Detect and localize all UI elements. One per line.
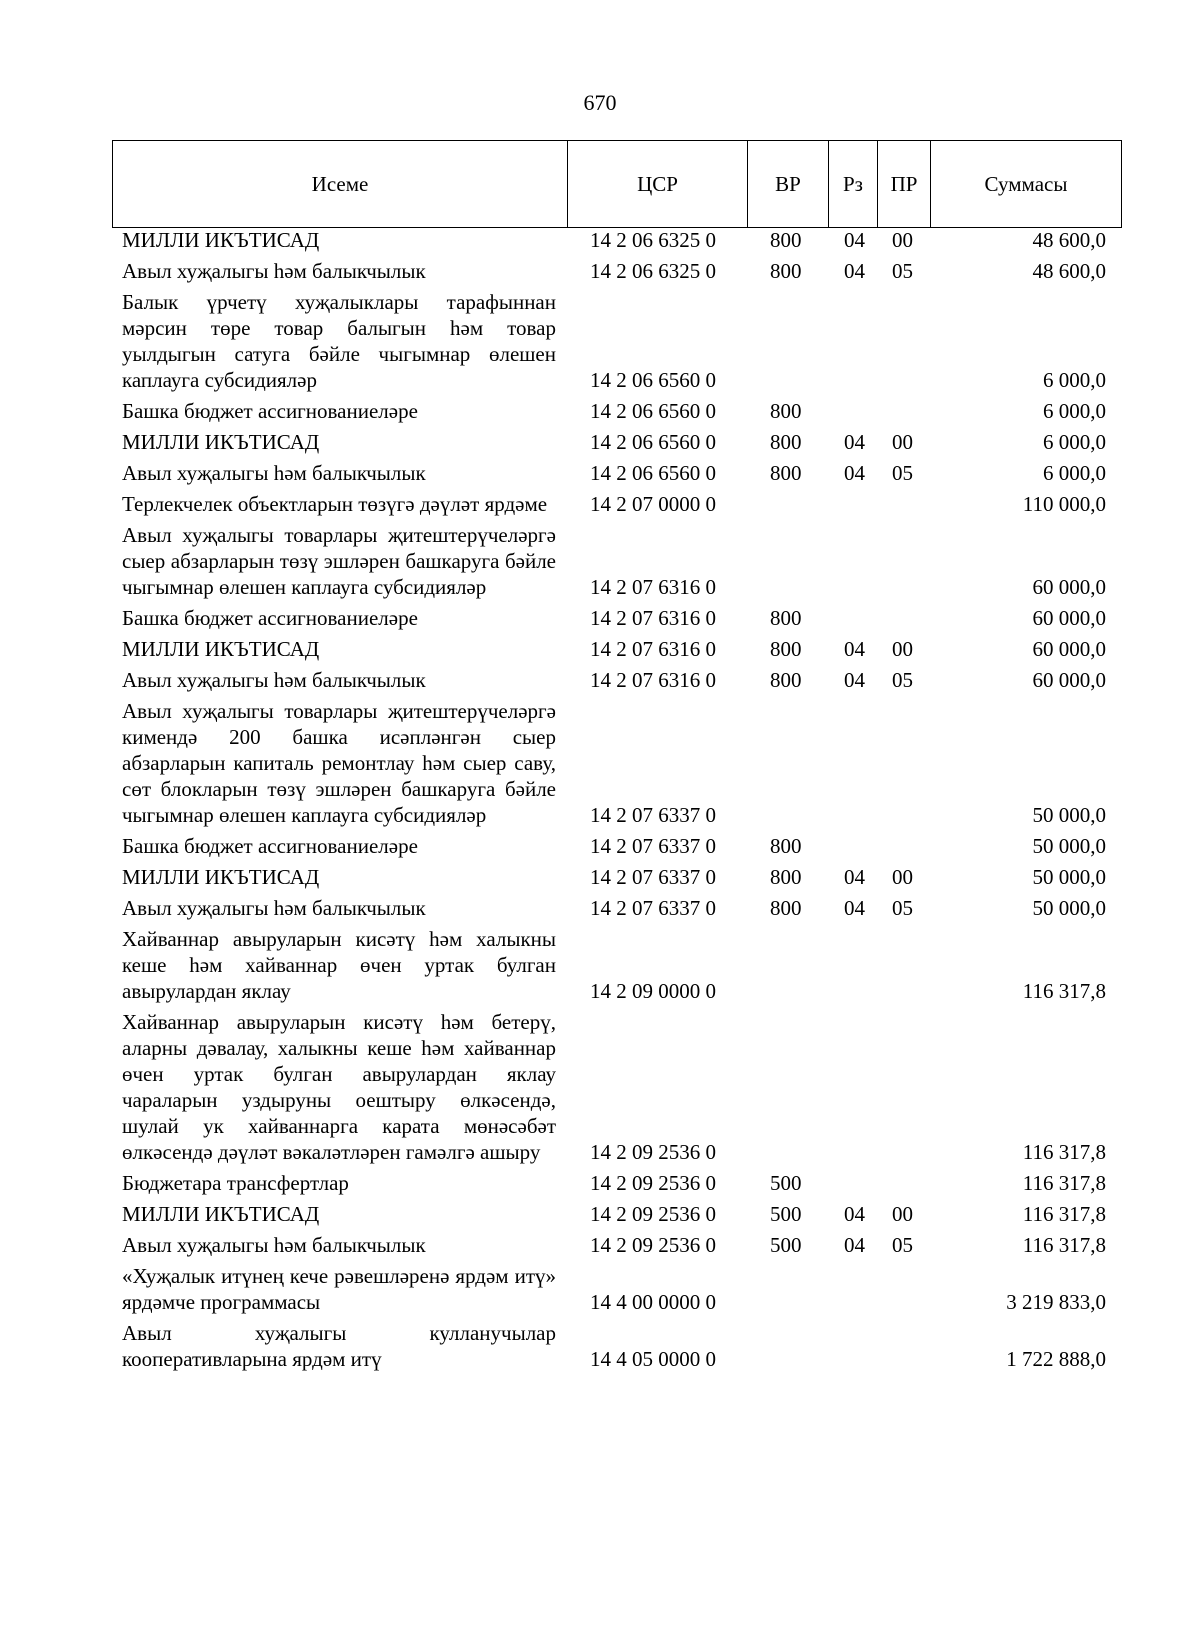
- row-sum: 60 000,0: [1032, 668, 1106, 692]
- row-name: Башка бюджет ассигнованиеләре: [122, 834, 418, 858]
- row-csr: 14 4 05 0000 0: [590, 1347, 716, 1371]
- row-name: Авыл хуҗалыгы һәм балыкчылык: [122, 1233, 426, 1257]
- row-vr: 500: [770, 1202, 802, 1226]
- row-sum: 6 000,0: [1043, 368, 1106, 392]
- row-sum: 48 600,0: [1032, 228, 1106, 252]
- table-row: [0, 398, 1200, 429]
- row-vr: 800: [770, 461, 802, 485]
- row-vr: 800: [770, 865, 802, 889]
- row-pr: 05: [892, 668, 913, 692]
- table-row: [0, 258, 1200, 289]
- row-vr: 800: [770, 668, 802, 692]
- row-sum: 116 317,8: [1022, 1202, 1106, 1226]
- row-csr: 14 2 07 6337 0: [590, 896, 716, 920]
- header-rz: Рз: [829, 141, 878, 228]
- row-csr: 14 2 07 6316 0: [590, 575, 716, 599]
- row-vr: 800: [770, 399, 802, 423]
- row-pr: 00: [892, 228, 913, 252]
- row-name: МИЛЛИ ИКЪТИСАД: [122, 228, 320, 252]
- row-sum: 50 000,0: [1032, 896, 1106, 920]
- row-sum: 6 000,0: [1043, 430, 1106, 454]
- row-name: Башка бюджет ассигнованиеләре: [122, 399, 418, 423]
- row-csr: 14 2 06 6325 0: [590, 259, 716, 283]
- row-name: Авыл хуҗалыгы һәм балыкчылык: [122, 668, 426, 692]
- row-sum: 116 317,8: [1022, 979, 1106, 1003]
- row-csr: 14 2 06 6560 0: [590, 430, 716, 454]
- row-csr: 14 2 06 6325 0: [590, 228, 716, 252]
- row-name: Авыл хуҗалыгы һәм балыкчылык: [122, 896, 426, 920]
- row-sum: 1 722 888,0: [1006, 1347, 1106, 1371]
- table-row: [0, 289, 1200, 398]
- row-name: Авыл хуҗалыгы товарлары җитештерүчеләргә кимендә 200 башка исәпләнгән сыер абзарларын капиталь ремонтлау һәм сыер саву, сөт блокларын төзү эшләрен башкаруга бәйле чыгымнар өлешен каплауга субсидияләр: [122, 699, 556, 827]
- row-name: Башка бюджет ассигнованиеләре: [122, 606, 418, 630]
- row-csr: 14 2 07 0000 0: [590, 492, 716, 516]
- row-vr: 800: [770, 896, 802, 920]
- row-csr: 14 2 09 0000 0: [590, 979, 716, 1003]
- header-row: [113, 141, 1122, 228]
- row-csr: 14 2 07 6337 0: [590, 834, 716, 858]
- table-row: [0, 522, 1200, 605]
- row-csr: 14 2 07 6316 0: [590, 668, 716, 692]
- row-name: МИЛЛИ ИКЪТИСАД: [122, 865, 320, 889]
- table-row: [0, 227, 1200, 258]
- row-name: Авыл хуҗалыгы товарлары җитештерүчеләргә сыер абзарларын төзү эшләрен башкаруга бәйле чыгымнар өлешен каплауга субсидияләр: [122, 523, 556, 599]
- row-name: МИЛЛИ ИКЪТИСАД: [122, 430, 320, 454]
- row-name: Терлекчелек объектларын төзүгә дәүләт ярдәме: [122, 492, 548, 516]
- row-name: Авыл хуҗалыгы кулланучылар кооперативларына ярдәм итү: [122, 1321, 556, 1371]
- row-rz: 04: [844, 896, 865, 920]
- row-rz: 04: [844, 259, 865, 283]
- row-rz: 04: [844, 668, 865, 692]
- row-sum: 50 000,0: [1032, 865, 1106, 889]
- row-sum: 6 000,0: [1043, 461, 1106, 485]
- table-row: [0, 926, 1200, 1009]
- table-row: [0, 1320, 1200, 1377]
- table-row: [0, 864, 1200, 895]
- row-csr: 14 2 09 2536 0: [590, 1233, 716, 1257]
- row-csr: 14 2 06 6560 0: [590, 399, 716, 423]
- table-row: [0, 1201, 1200, 1232]
- row-sum: 116 317,8: [1022, 1233, 1106, 1257]
- row-sum: 110 000,0: [1022, 492, 1106, 516]
- row-vr: 800: [770, 606, 802, 630]
- row-sum: 50 000,0: [1032, 834, 1106, 858]
- table-row: [0, 1170, 1200, 1201]
- row-pr: 05: [892, 259, 913, 283]
- row-csr: 14 2 06 6560 0: [590, 461, 716, 485]
- row-sum: 60 000,0: [1032, 575, 1106, 599]
- row-vr: 500: [770, 1171, 802, 1195]
- row-csr: 14 2 09 2536 0: [590, 1140, 716, 1164]
- table-body: [0, 227, 1200, 1377]
- row-pr: 00: [892, 865, 913, 889]
- row-sum: 116 317,8: [1022, 1171, 1106, 1195]
- row-rz: 04: [844, 1202, 865, 1226]
- row-sum: 48 600,0: [1032, 259, 1106, 283]
- row-name: МИЛЛИ ИКЪТИСАД: [122, 637, 320, 661]
- row-name: Авыл хуҗалыгы һәм балыкчылык: [122, 461, 426, 485]
- table-row: [0, 491, 1200, 522]
- row-name: Балык үрчетү хуҗалыклары тарафыннан мәрсин төре товар балыгын һәм товар уылдыгын сатуга бәйле чыгымнар өлешен каплауга субсидияләр: [122, 290, 556, 392]
- header-sum: Суммасы: [931, 141, 1122, 228]
- row-sum: 60 000,0: [1032, 637, 1106, 661]
- row-rz: 04: [844, 228, 865, 252]
- row-name: Авыл хуҗалыгы һәм балыкчылык: [122, 259, 426, 283]
- table-row: [0, 833, 1200, 864]
- row-csr: 14 2 09 2536 0: [590, 1202, 716, 1226]
- row-sum: 116 317,8: [1022, 1140, 1106, 1164]
- row-csr: 14 2 06 6560 0: [590, 368, 716, 392]
- row-name: Хайваннар авыруларын кисәтү һәм бетерү, аларны дәвалау, халыкны кеше һәм хайваннар өчен уртак булган авырулардан яклау чараларын уздыруны оештыру өлкәсендә, шулай ук хайваннарга карата мөнәсәбәт өлкәсендә дәүләт вәкаләтләрен гамәлгә ашыру: [122, 1010, 556, 1164]
- page-number: 670: [583, 90, 617, 115]
- row-csr: 14 2 07 6337 0: [590, 803, 716, 827]
- row-csr: 14 4 00 0000 0: [590, 1290, 716, 1314]
- row-pr: 05: [892, 461, 913, 485]
- row-pr: 00: [892, 637, 913, 661]
- row-csr: 14 2 07 6316 0: [590, 637, 716, 661]
- table-header: [112, 140, 1122, 228]
- row-sum: 50 000,0: [1032, 803, 1106, 827]
- row-name: МИЛЛИ ИКЪТИСАД: [122, 1202, 320, 1226]
- row-sum: 60 000,0: [1032, 606, 1106, 630]
- table-row: [0, 1009, 1200, 1170]
- row-rz: 04: [844, 1233, 865, 1257]
- row-vr: 800: [770, 430, 802, 454]
- table-row: [0, 1232, 1200, 1263]
- table-row: [0, 698, 1200, 833]
- header-pr: ПР: [878, 141, 931, 228]
- row-name: Бюджетара трансфертлар: [122, 1171, 349, 1195]
- row-csr: 14 2 07 6316 0: [590, 606, 716, 630]
- row-rz: 04: [844, 461, 865, 485]
- table-row: [0, 667, 1200, 698]
- table-row: [0, 895, 1200, 926]
- table-row: [0, 605, 1200, 636]
- row-sum: 3 219 833,0: [1006, 1290, 1106, 1314]
- row-vr: 500: [770, 1233, 802, 1257]
- row-pr: 00: [892, 430, 913, 454]
- row-sum: 6 000,0: [1043, 399, 1106, 423]
- row-rz: 04: [844, 637, 865, 661]
- row-vr: 800: [770, 259, 802, 283]
- row-rz: 04: [844, 865, 865, 889]
- row-name: «Хуҗалык итүнең кече рәвешләренә ярдәм итү» ярдәмче программасы: [122, 1264, 556, 1314]
- table-row: [0, 460, 1200, 491]
- header-csr: ЦСР: [568, 141, 748, 228]
- row-pr: 05: [892, 1233, 913, 1257]
- header-name: Исеме: [113, 141, 568, 228]
- row-vr: 800: [770, 228, 802, 252]
- row-csr: 14 2 07 6337 0: [590, 865, 716, 889]
- header-vr: ВР: [748, 141, 829, 228]
- row-pr: 00: [892, 1202, 913, 1226]
- table-row: [0, 1263, 1200, 1320]
- row-pr: 05: [892, 896, 913, 920]
- row-rz: 04: [844, 430, 865, 454]
- row-vr: 800: [770, 637, 802, 661]
- row-name: Хайваннар авыруларын кисәтү һәм халыкны кеше һәм хайваннар өчен уртак булган авырулардан яклау: [122, 927, 556, 1003]
- table-row: [0, 636, 1200, 667]
- table-row: [0, 429, 1200, 460]
- row-csr: 14 2 09 2536 0: [590, 1171, 716, 1195]
- row-vr: 800: [770, 834, 802, 858]
